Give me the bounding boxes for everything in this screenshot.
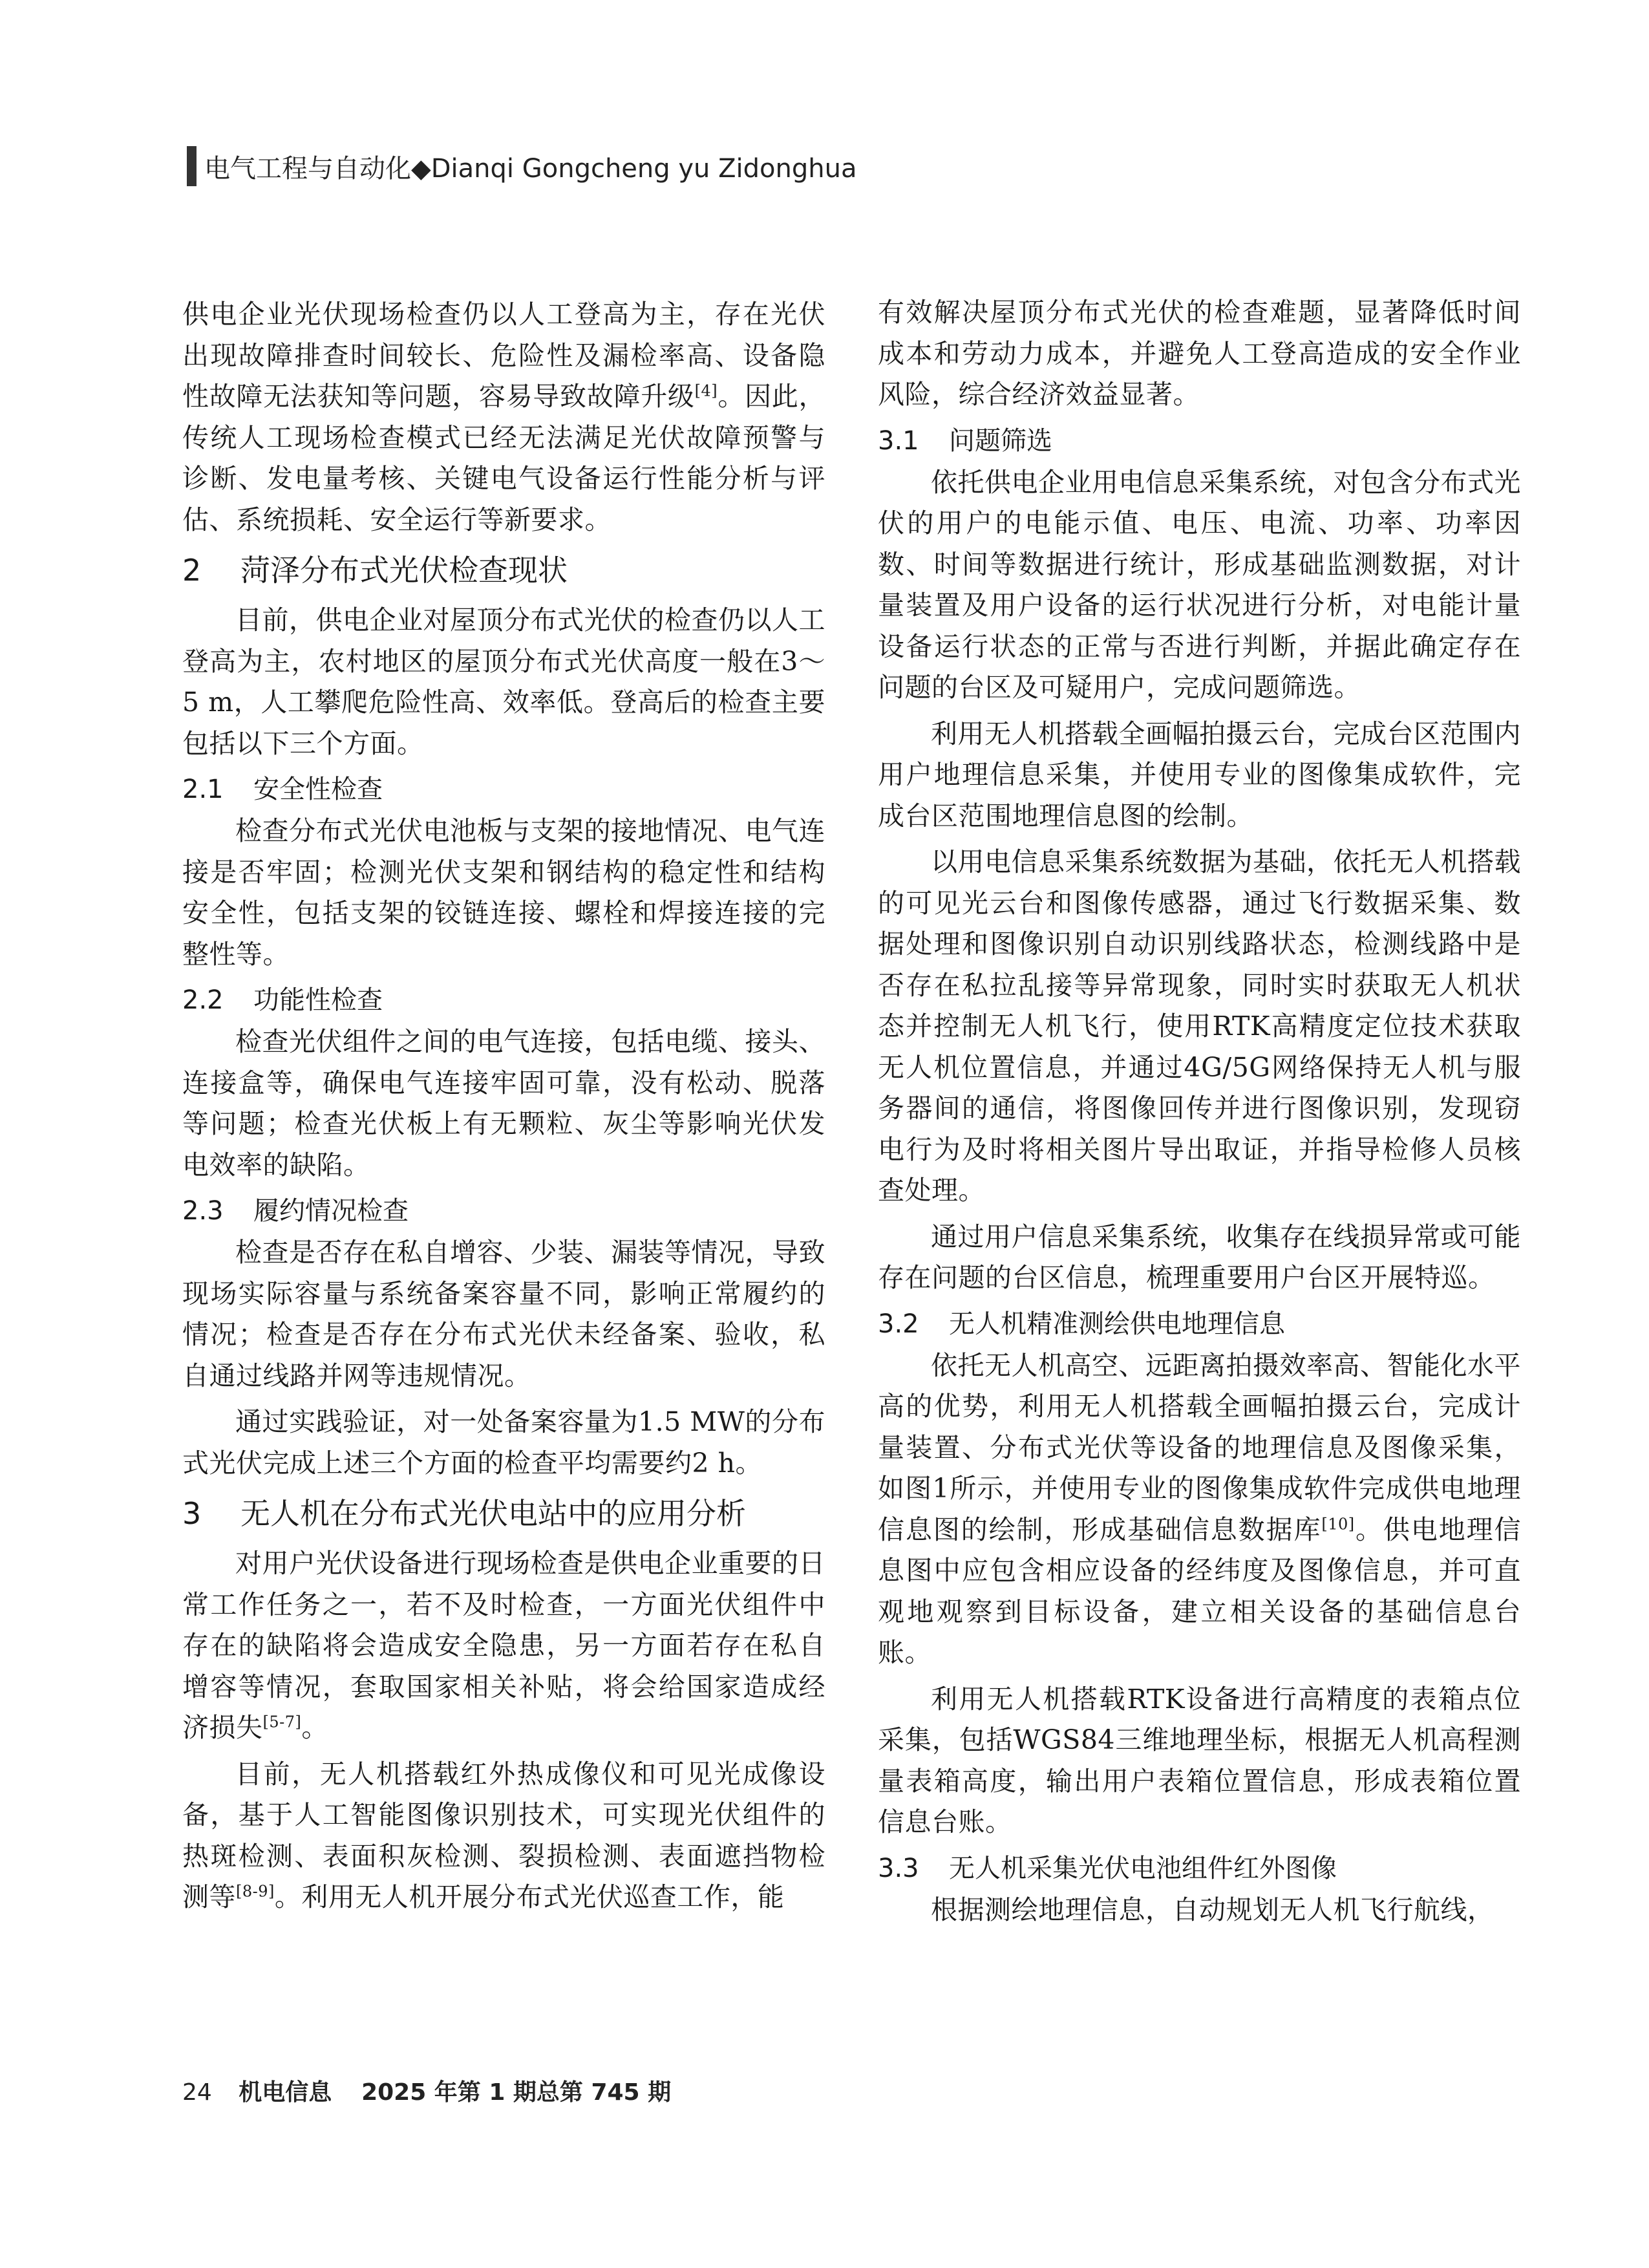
issue-info: 2025 年第 1 期总第 745 期: [361, 2079, 672, 2106]
journal-running-title: 电气工程与自动化◆Dianqi Gongcheng yu Zidonghua: [204, 153, 857, 184]
paragraph: 依托供电企业用电信息采集系统，对包含分布式光伏的用户的电能示值、电压、电流、功率、功率因数、时间等数据进行统计，形成基础监测数据，对计量装置及用户设备的运行状况进行分析，对电能计量设备运行状态的正常与否进行判断，并据此确定存在问题的台区及可疑用户，完成问题筛选。: [878, 466, 1521, 703]
paragraph: 对用户光伏设备进行现场检查是供电企业重要的日常工作任务之一，若不及时检查，一方面光伏组件中存在的缺陷将会造成安全隐患，另一方面若存在私自增容等情况，套取国家相关补贴，将会给国家造成经济损失[5-7]。: [182, 1548, 825, 1743]
paragraph: 有效解决屋顶分布式光伏的检查难题，显著降低时间成本和劳动力成本，并避免人工登高造成的安全作业风险，综合经济效益显著。: [878, 297, 1521, 410]
paragraph: 检查分布式光伏电池板与支架的接地情况、电气连接是否牢固；检测光伏支架和钢结构的稳定性和结构安全性，包括支架的铰链连接、螺栓和焊接连接的完整性等。: [182, 815, 825, 970]
subsection-heading: 2.3 履约情况检查: [182, 1196, 409, 1226]
paragraph: 通过实践验证，对一处备案容量为1.5 MW的分布式光伏完成上述三个方面的检查平均需要约2 h。: [182, 1406, 825, 1479]
paragraph: 供电企业光伏现场检查仍以人工登高为主，存在光伏出现故障排查时间较长、危险性及漏检率高、设备隐性故障无法获知等问题，容易导致故障升级[4]。因此，传统人工现场检查模式已经无法满足光伏故障预警与诊断、发电量考核、关键电气设备运行性能分析与评估、系统损耗、安全运行等新要求。: [182, 299, 826, 535]
subsection-heading: 2.2 功能性检查: [182, 985, 383, 1015]
subsection-heading: 2.1 安全性检查: [182, 775, 383, 804]
paragraph: 检查光伏组件之间的电气连接，包括电缆、接头、连接盒等，确保电气连接牢固可靠，没有松动、脱落等问题；检查光伏板上有无颗粒、灰尘等影响光伏发电效率的缺陷。: [182, 1026, 825, 1181]
subsection-heading: 3.3 无人机采集光伏电池组件红外图像: [878, 1853, 1337, 1883]
header-bar: [187, 146, 197, 186]
subsection-heading: 3.2 无人机精准测绘供电地理信息: [878, 1309, 1285, 1339]
citation: [10]: [1321, 1514, 1355, 1533]
right-column: [878, 292, 1521, 1936]
citation: [5-7]: [262, 1713, 302, 1731]
page-footer: [182, 2074, 671, 2107]
paragraph: 检查是否存在私自增容、少装、漏装等情况，导致现场实际容量与系统备案容量不同，影响正常履约的情况；检查是否存在分布式光伏未经备案、验收，私自通过线路并网等违规情况。: [182, 1237, 825, 1391]
citation: [4]: [694, 381, 718, 400]
paragraph: 以用电信息采集系统数据为基础，依托无人机搭载的可见光云台和图像传感器，通过飞行数据采集、数据处理和图像识别自动识别线路状态，检测线路中是否存在私拉乱接等异常现象，同时实时获取无人机状态并控制无人机飞行，使用RTK高精度定位技术获取无人机位置信息，并通过4G/5G网络保持无人机与服务器间的通信，将图像回传并进行图像识别，发现窃电行为及时将相关图片导出取证，并指导检修人员核查处理。: [878, 846, 1521, 1206]
paragraph: 依托无人机高空、远距离拍摄效率高、智能化水平高的优势，利用无人机搭载全画幅拍摄云台，完成计量装置、分布式光伏等设备的地理信息及图像采集，如图1所示，并使用专业的图像集成软件完成供电地理信息图的绘制，形成基础信息数据库[10]。供电地理信息图中应包含相应设备的经纬度及图像信息，并可直观地观察到目标设备，建立相关设备的基础信息台账。: [878, 1349, 1522, 1668]
paragraph: 利用无人机搭载RTK设备进行高精度的表箱点位采集，包括WGS84三维地理坐标，根据无人机高程测量表箱高度，输出用户表箱位置信息，形成表箱位置信息台账。: [878, 1683, 1521, 1837]
left-column: [182, 294, 825, 1923]
paragraph: 根据测绘地理信息，自动规划无人机飞行航线，: [931, 1894, 1495, 1925]
journal-name: 机电信息: [239, 2079, 332, 2106]
paragraph: 目前，供电企业对屋顶分布式光伏的检查仍以人工登高为主，农村地区的屋顶分布式光伏高度一般在3～5 m，人工攀爬危险性高、效率低。登高后的检查主要包括以下三个方面。: [182, 604, 825, 759]
citation: [8-9]: [236, 1882, 275, 1901]
paragraph: 通过用户信息采集系统，收集存在线损异常或可能存在问题的台区信息，梳理重要用户台区开展特巡。: [878, 1221, 1521, 1293]
running-header: [187, 146, 856, 186]
paragraph: 利用无人机搭载全画幅拍摄云台，完成台区范围内用户地理信息采集，并使用专业的图像集成软件，完成台区范围地理信息图的绘制。: [878, 718, 1521, 831]
section-heading: 3 无人机在分布式光伏电站中的应用分析: [182, 1496, 746, 1531]
page-number: 24: [182, 2079, 212, 2106]
section-heading: 2 菏泽分布式光伏检查现状: [182, 553, 568, 588]
paragraph: 目前，无人机搭载红外热成像仪和可见光成像设备，基于人工智能图像识别技术，可实现光伏组件的热斑检测、表面积灰检测、裂损检测、表面遮挡物检测等[8-9]。利用无人机开展分布式光伏巡查工作，能: [182, 1758, 825, 1912]
subsection-heading: 3.1 问题筛选: [878, 425, 1052, 456]
